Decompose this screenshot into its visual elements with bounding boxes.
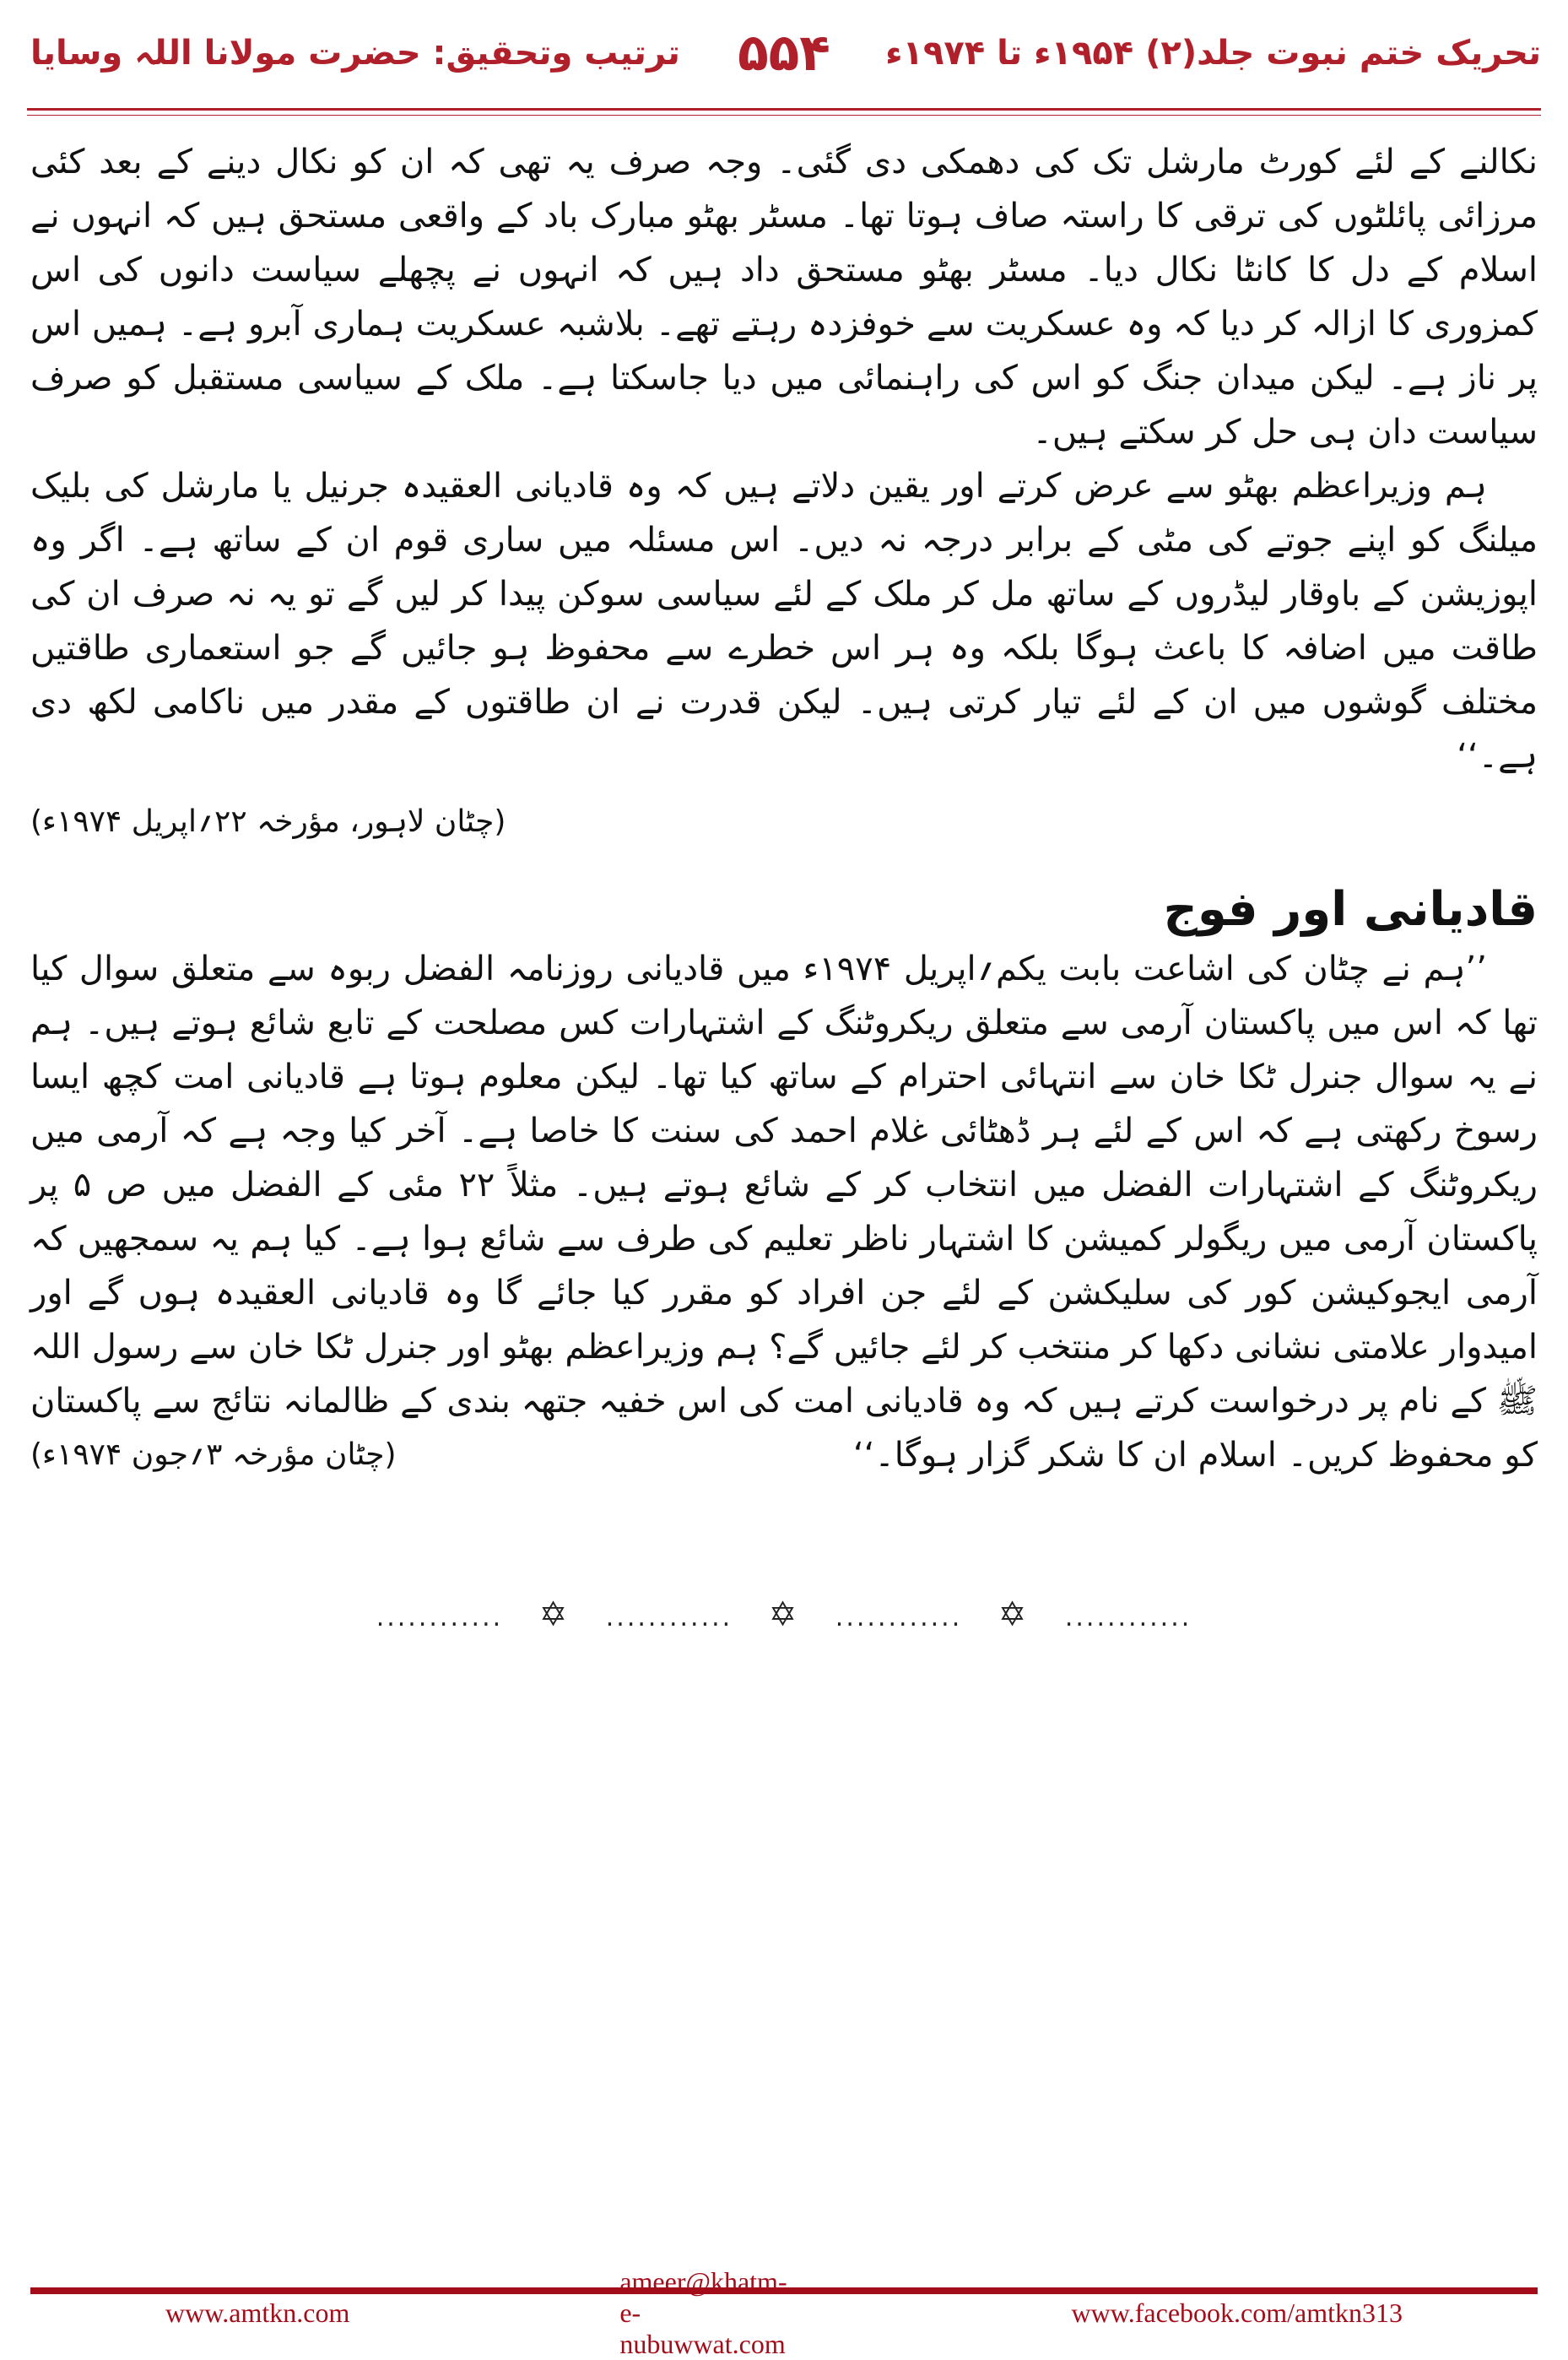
book-title: تحریک ختم نبوت جلد(۲) ۱۹۵۴ء تا ۱۹۷۴ء <box>885 34 1541 73</box>
website-link[interactable]: www.amtkn.com <box>165 2297 350 2328</box>
header-rule <box>27 108 1541 111</box>
page-body <box>30 135 1538 1482</box>
divider-dots: ............ <box>1064 1603 1192 1632</box>
page-number: ۵۵۴ <box>738 24 830 83</box>
section-divider <box>0 1595 1568 1634</box>
section-title: قادیانی اور فوج <box>1163 882 1538 937</box>
citation-2: (چٹان مؤرخہ ۳؍جون ۱۹۷۴ء) <box>30 1437 397 1472</box>
facebook-link[interactable]: www.facebook.com/amtkn313 <box>1071 2297 1403 2328</box>
page-header <box>0 0 1568 127</box>
divider-dots: ............ <box>605 1603 733 1632</box>
star-icon: ✡ <box>538 1595 570 1634</box>
star-icon: ✡ <box>768 1595 800 1634</box>
divider-dots: ............ <box>376 1603 504 1632</box>
paragraph-2: ہم وزیراعظم بھٹو سے عرض کرتے اور یقین دلاتے ہیں کہ وہ قادیانی العقیدہ جرنیل یا مارشل کی بلیک میلنگ کو اپنے جوتے کی مٹی کے برابر درجہ نہ دیں۔ اس مسئلہ میں ساری قوم ان کے ساتھ ہے۔ اگر وہ اپوزیشن کے باوقار لیڈروں کے ساتھ مل کر ملک کے لئے سیاسی سوکن پیدا کر لیں گے تو یہ نہ صرف ان کی طاقت میں اضافہ کا باعث ہوگا بلکہ وہ ہر اس خطرے سے محفوظ ہو جائیں گے جو استعماری طاقتیں مختلف گوشوں میں ان کے لئے تیار کرتی ہیں۔ لیکن قدرت نے ان طاقتوں کے مقدر میں ناکامی لکھ دی ہے۔‘‘ <box>30 467 1538 776</box>
star-icon: ✡ <box>998 1595 1030 1634</box>
email-link[interactable]: ameer@khatm-e-nubuwwat.com <box>619 2265 787 2359</box>
header-rule-thin <box>27 115 1541 116</box>
section-paragraph: ’’ہم نے چٹان کی اشاعت بابت یکم؍اپریل ۱۹۷۴ء میں قادیانی روزنامہ الفضل ربوہ سے متعلق سوال کیا تھا کہ اس میں پاکستان آرمی سے متعلق ریکروٹنگ کے اشتہارات کس مصلحت کے تابع شائع ہوتے ہیں۔ ہم نے یہ سوال جنرل ٹکا خان سے انتہائی احترام کے ساتھ کیا تھا۔ لیکن معلوم ہوتا ہے قادیانی امت کچھ ایسا رسوخ رکھتی ہے کہ اس کے لئے ہر ڈھٹائی غلام احمد کی سنت کا خاصا ہے۔ آخر کیا وجہ ہے کہ آرمی میں ریکروٹنگ کے اشتہارات الفضل میں انتخاب کر کے شائع ہوتے ہیں۔ مثلاً ۲۲ مئی کے الفضل میں ص ۵ پر پاکستان آرمی میں ریگولر کمیشن کا اشتہار ناظر تعلیم کی طرف سے شائع ہوا ہے۔ کیا ہم یہ سمجھیں کہ آرمی ایجوکیشن کور کی سلیکشن کے لئے جن افراد کو مقرر کیا جائے گا وہ قادیانی العقیدہ ہوں گے اور امیدوار علامتی نشانی دکھا کر منتخب کر لئے جائیں گے؟ ہم وزیراعظم بھٹو اور جنرل ٹکا خان سے رسول اللہ ﷺ کے نام پر درخواست کرتے ہیں کہ وہ قادیانی امت کی اس خفیہ جتھہ بندی کے ظالمانہ نتائج سے پاکستان کو محفوظ کریں۔ اسلام ان کا شکر گزار ہوگا۔‘‘ <box>30 950 1538 1475</box>
footer-links <box>30 2265 1538 2359</box>
compiler-credit: ترتیب وتحقیق: حضرت مولانا اللہ وسایا <box>30 34 680 73</box>
divider-dots: ............ <box>835 1603 963 1632</box>
page-footer <box>0 2265 1568 2359</box>
citation-1: (چٹان لاہور، مؤرخہ ۲۲؍اپریل ۱۹۷۴ء) <box>30 804 506 839</box>
paragraph-1: نکالنے کے لئے کورٹ مارشل تک کی دھمکی دی گئی۔ وجہ صرف یہ تھی کہ ان کو نکال دینے کے بعد کئی مرزائی پائلٹوں کی ترقی کا راستہ صاف ہوتا تھا۔ مسٹر بھٹو مبارک باد کے واقعی مستحق ہیں کہ انہوں نے اسلام کے دل کا کانٹا نکال دیا۔ مسٹر بھٹو مستحق داد ہیں کہ انہوں نے پچھلے سیاست دانوں کی اس کمزوری کا ازالہ کر دیا کہ وہ عسکریت سے خوفزدہ رہتے تھے۔ بلاشبہ عسکریت ہماری آبرو ہے۔ ہمیں اس پر ناز ہے۔ لیکن میدان جنگ کو اس کی راہنمائی میں دیا جاسکتا ہے۔ ملک کے سیاسی مستقبل کو صرف سیاست دان ہی حل کر سکتے ہیں۔ <box>30 143 1538 452</box>
